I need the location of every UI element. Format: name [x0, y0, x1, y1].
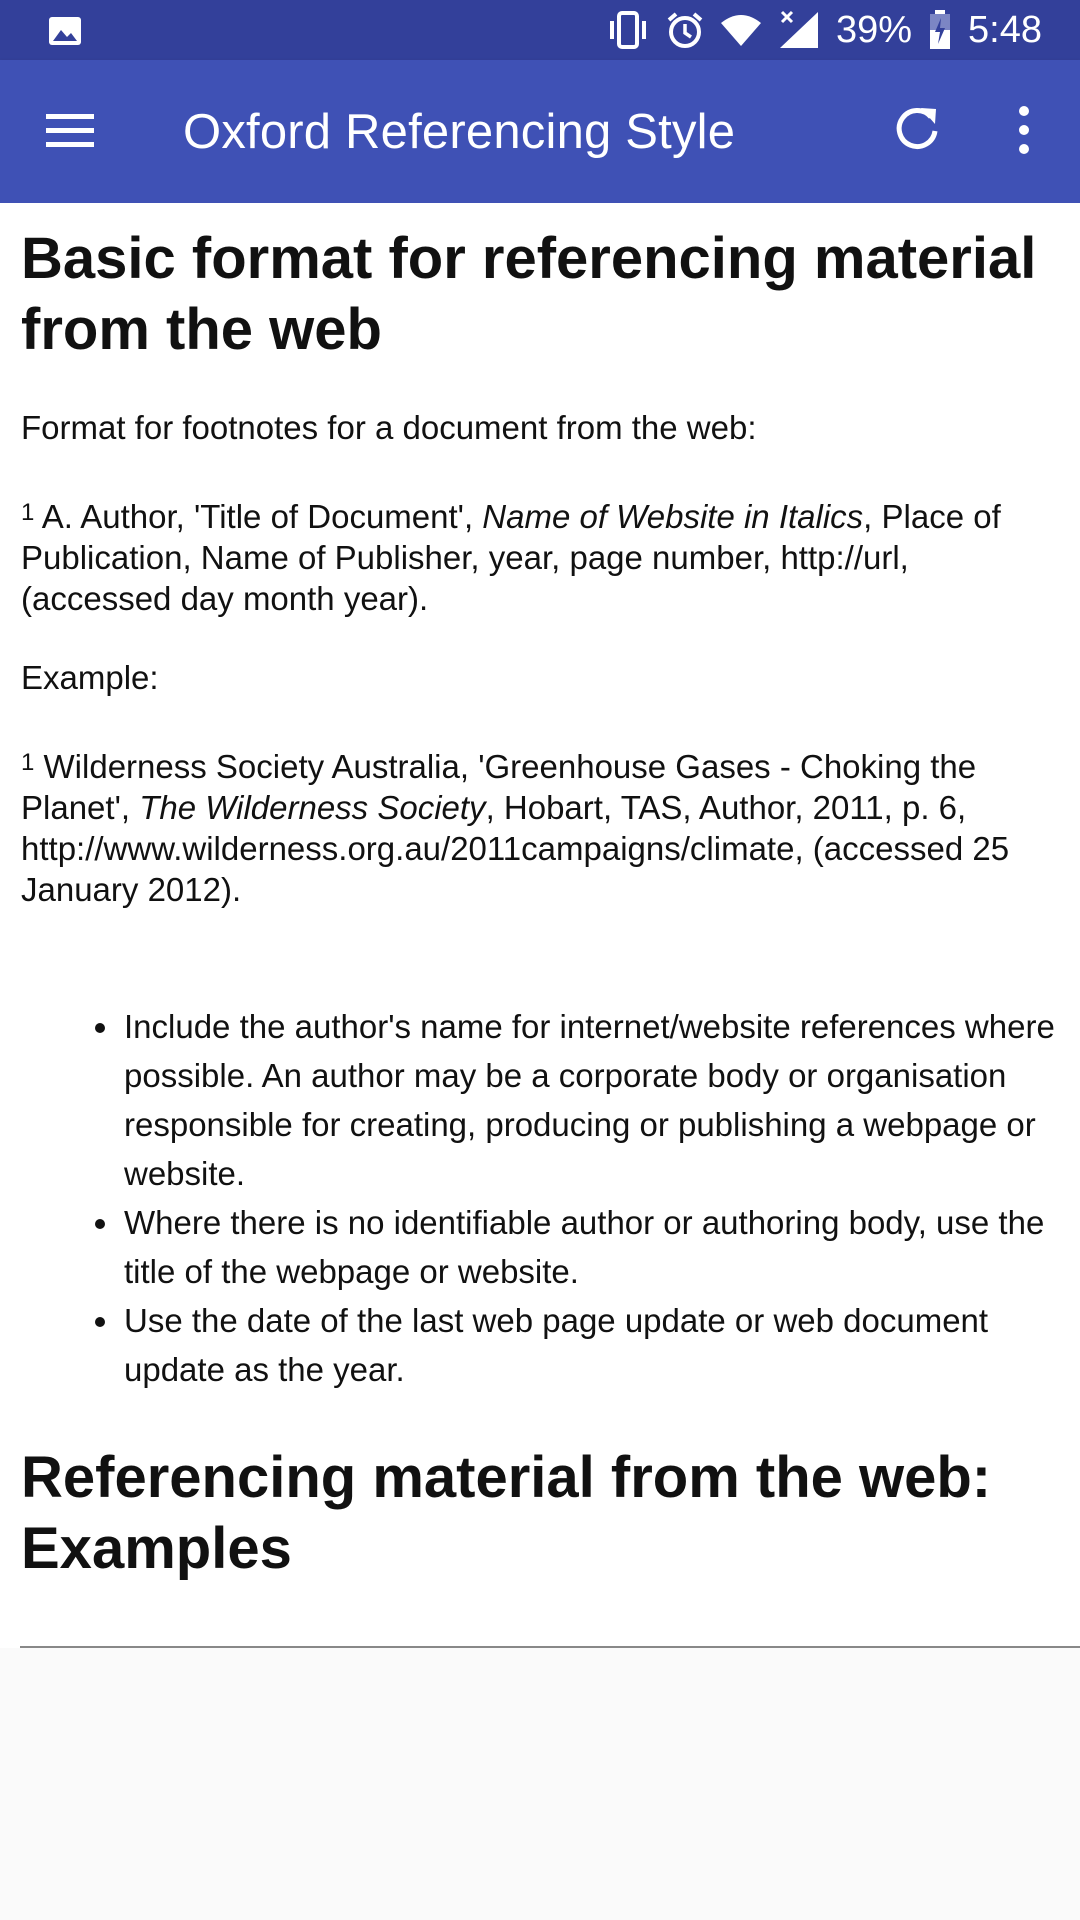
clock-time: 5:48	[968, 8, 1042, 51]
signal-icon	[778, 10, 820, 50]
italic-website-name: Name of Website in Italics	[482, 498, 864, 535]
list-item: • Where there is no identifiable author or authoring body, use the title of the webpage or website.	[122, 1198, 1060, 1296]
list-item: • Include the author's name for internet/website references where possible. An author may be a corporate body or organisation responsible for creating, producing or publishing a webpage or website.	[122, 1002, 1060, 1198]
menu-icon[interactable]	[44, 110, 96, 150]
status-bar	[0, 0, 1080, 60]
italic-website-name: The Wilderness Society	[139, 789, 486, 826]
app-title: Oxford Referencing Style	[183, 105, 736, 159]
battery-percent: 39%	[835, 8, 913, 51]
bottom-blank-area	[0, 1648, 1080, 1920]
vibrate-icon	[606, 11, 650, 49]
footnote-marker: 1	[21, 499, 35, 526]
image-icon	[48, 16, 82, 51]
alarm-icon	[666, 11, 704, 49]
format-footnote: $^1$ A. Author, 'Title of Document', Name of Website in Italics, Place of Publication, Name of Publisher, year, page number, http://url, (accessed day month year).	[21, 498, 1001, 617]
footnote-marker: 1	[21, 749, 35, 776]
heading-basic-format: Basic format for referencing material from the web	[21, 226, 1037, 362]
battery-icon	[928, 10, 952, 50]
wifi-icon	[720, 13, 762, 47]
example-footnote: $^1$ Wilderness Society Australia, 'Greenhouse Gases - Choking the Planet', The Wilderness Society, Hobart, TAS, Author, 2011, p. 6, http://www.wilderness.org.au/2011campaigns/climate, (accessed 25 January 2012).	[21, 748, 1010, 908]
list-item: • Use the date of the last web page update or web document update as the year.	[122, 1296, 1060, 1394]
refresh-icon[interactable]	[892, 104, 942, 154]
app-bar	[0, 60, 1080, 203]
heading-examples: Referencing material from the web: Examples	[21, 1445, 992, 1581]
format-intro-text: Format for footnotes for a document from the web:	[21, 409, 757, 446]
more-vert-icon[interactable]	[1010, 104, 1038, 156]
example-label: Example:	[21, 659, 159, 696]
guidelines-list	[21, 1002, 1060, 1394]
webview-content[interactable]	[0, 203, 1080, 1648]
